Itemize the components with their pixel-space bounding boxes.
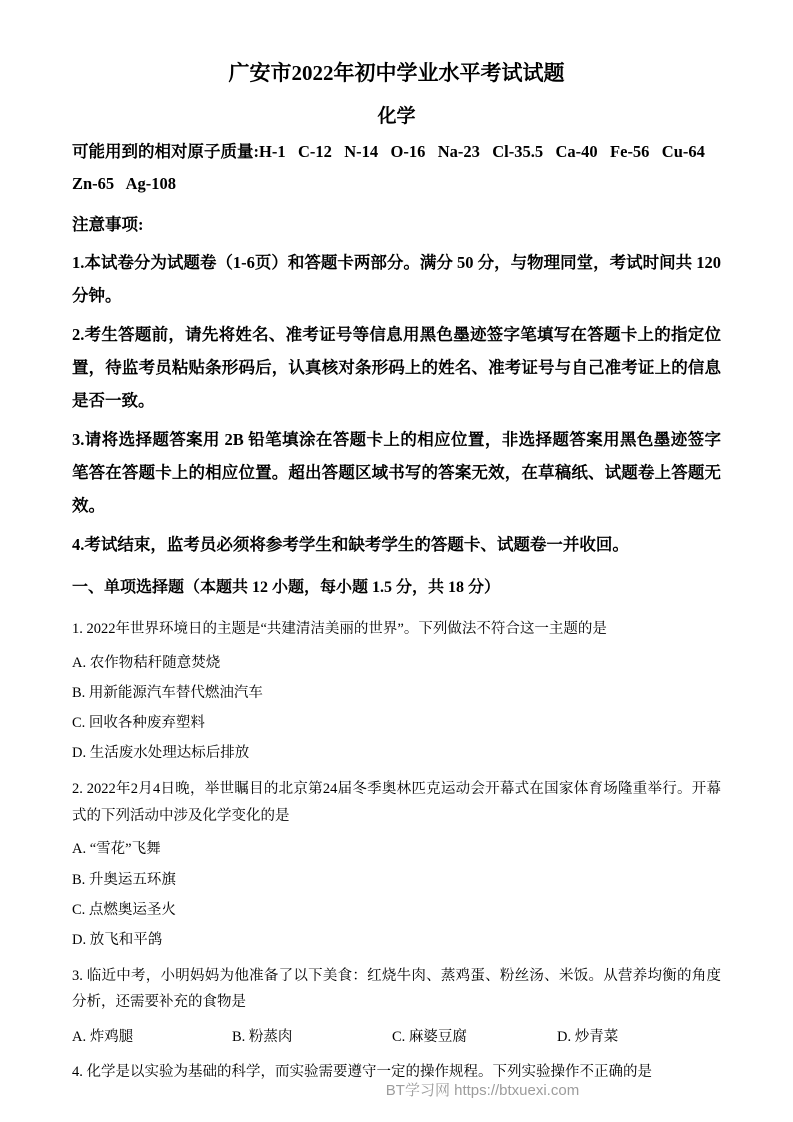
notice-item-2: 2.考生答题前，请先将姓名、准考证号等信息用黑色墨迹签字笔填写在答题卡上的指定位置，待监考员粘贴条形码后，认真核对条形码上的姓名、准考证号与自己准考证上的信息是否一致。 <box>72 325 721 411</box>
notice-item-3: 3.请将选择题答案用 2B 铅笔填涂在答题卡上的相应位置，非选择题答案用黑色墨迹签字笔答在答题卡上的相应位置。超出答题区域书写的答案无效，在草稿纸、试题卷上答题无效。 <box>72 430 721 516</box>
question-1-option-d: D. 生活废水处理达标后排放 <box>72 745 250 762</box>
atomic-mass-line-1: 可能用到的相对原子质量:H-1 C-12 N-14 O-16 Na-23 Cl-35.5 Ca-40 Fe-56 Cu-64 <box>72 142 705 162</box>
notice-item-4: 4.考试结束，监考员必须将参考学生和缺考学生的答题卡、试题卷一并收回。 <box>72 535 629 555</box>
question-2 <box>72 776 721 951</box>
page-subtitle: 化学 <box>377 106 416 128</box>
question-1-stem: 1. 2022年世界环境日的主题是“共建清洁美丽的世界”。下列做法不符合这一主题的是 <box>72 620 607 637</box>
question-3-options-row <box>72 1027 721 1047</box>
question-2-stem: 2. 2022年2月4日晚，举世瞩目的北京第24届冬季奥林匹克运动会开幕式在国家体育场隆重举行。开幕式的下列活动中涉及化学变化的是 <box>72 780 721 824</box>
footer-watermark: BT学习网 https://btxuexi.com <box>385 1082 580 1099</box>
question-1-option-b: B. 用新能源汽车替代燃油汽车 <box>72 684 263 701</box>
question-3-option-d: D. 炒青菜 <box>557 1029 619 1046</box>
question-2-option-b: B. 升奥运五环旗 <box>72 871 176 888</box>
question-3 <box>72 963 721 1048</box>
notice-item-1: 1.本试卷分为试题卷（1-6页）和答题卡两部分。满分 50 分，与物理同堂，考试时间共 120 分钟。 <box>72 253 721 306</box>
question-4-stem: 4. 化学是以实验为基础的科学，而实验需要遵守一定的操作规程。下列实验操作不正确的是 <box>72 1064 652 1081</box>
page-title: 广安市2022年初中学业水平考试试题 <box>228 61 565 85</box>
question-1 <box>72 616 721 764</box>
question-1-option-a: A. 农作物秸秆随意焚烧 <box>72 654 221 671</box>
question-3-option-a: A. 炸鸡腿 <box>72 1029 134 1046</box>
question-3-stem: 3. 临近中考，小明妈妈为他准备了以下美食：红烧牛肉、蒸鸡蛋、粉丝汤、米饭。从营养均衡的角度分析，还需要补充的食物是 <box>72 967 721 1011</box>
question-3-option-c: C. 麻婆豆腐 <box>392 1029 467 1046</box>
section-heading: 一、单项选择题（本题共 12 小题，每小题 1.5 分，共 18 分） <box>72 579 501 597</box>
question-1-option-c: C. 回收各种废弃塑料 <box>72 715 205 732</box>
notice-heading: 注意事项: <box>72 214 144 234</box>
question-3-option-b: B. 粉蒸肉 <box>232 1029 293 1046</box>
question-2-option-d: D. 放飞和平鸽 <box>72 932 163 949</box>
question-2-option-a: A. “雪花”飞舞 <box>72 841 161 858</box>
atomic-mass-line-2: Zn-65 Ag-108 <box>72 173 177 193</box>
question-2-option-c: C. 点燃奥运圣火 <box>72 901 176 918</box>
